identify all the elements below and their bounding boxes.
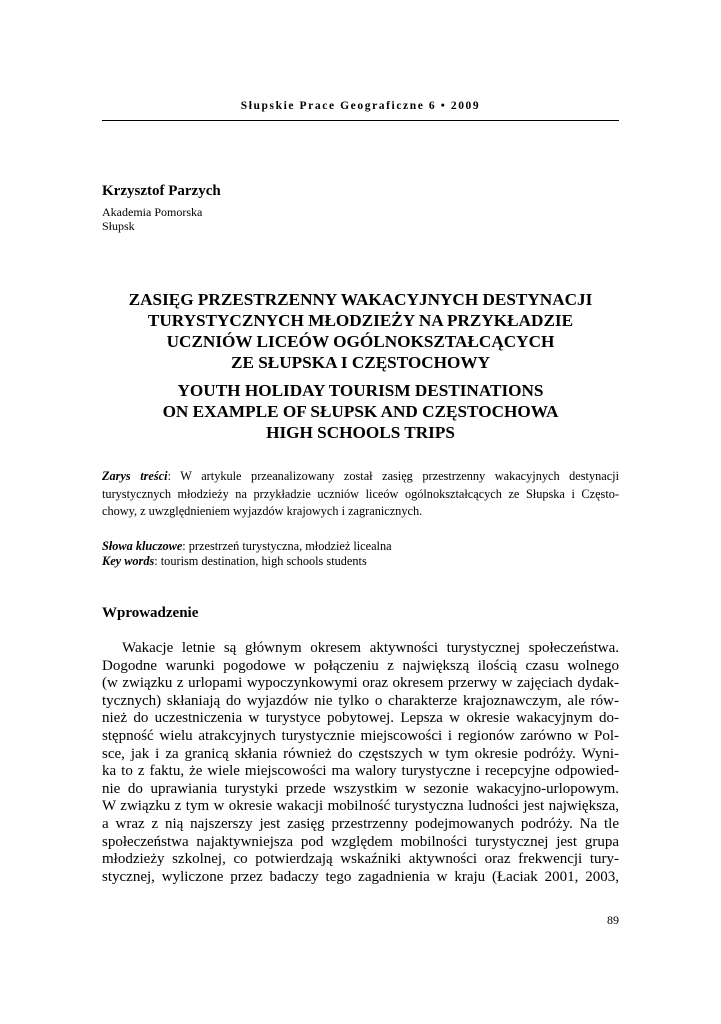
body-line: stępność wielu atrakcyjnych turystycznie miejscowości i regionów zarówno w Pol- xyxy=(102,727,619,744)
author-name: Krzysztof Parzych xyxy=(102,183,221,199)
title-polish-line: ZE SŁUPSKA I CZĘSTOCHOWY xyxy=(230,353,490,372)
body-line: nie do uprawiania turystyki przede wszystkim w sezonie wakacyjno-urlopowym. xyxy=(102,780,619,797)
page-number: 89 xyxy=(607,913,619,927)
body-line: społeczeństwa najaktywniejsza pod względem mobilności turystycznej jest grupa xyxy=(102,833,619,850)
abstract-text: : W artykule przeanalizowany został zasięg przestrzenny wakacyjnych destynacji xyxy=(167,469,619,483)
keywords-english-label: Key words xyxy=(102,554,155,568)
body-line: młodzieży szkolnej, co potwierdzają wskaźniki aktywności oraz frekwencji tury- xyxy=(102,851,619,868)
title-polish xyxy=(102,289,619,373)
author-affiliation-institution: Akademia Pomorska xyxy=(102,205,203,219)
keywords-polish xyxy=(102,539,619,554)
body-line: (w związku z urlopami wypoczynkowymi oraz okresem przerwy w zajęciach dydak- xyxy=(102,675,619,692)
abstract-line: turystycznych młodzieży na przykładzie uczniów liceów ogólnokształcących ze Słupska i Często- xyxy=(102,486,619,501)
body-line: W związku z tym w okresie wakacji mobilność turystyczna ludności jest największa, xyxy=(102,798,619,815)
body-line: ka to z faktu, że wiele miejscowości ma walory turystyczne i recepcyjne odpowied- xyxy=(102,763,619,780)
body-line: a wraz z nią najszerszy jest zasięg przestrzenny podejmowanych podróży. Na tle xyxy=(102,815,619,832)
body-line: sce, jak i za granicą skłania również do częstszych w tym okresie podróży. Wyni- xyxy=(102,745,619,762)
title-english-line: ON EXAMPLE OF SŁUPSK AND CZĘSTOCHOWA xyxy=(162,402,559,421)
title-english-line: HIGH SCHOOLS TRIPS xyxy=(266,423,455,442)
keywords-block xyxy=(102,539,619,569)
keywords-english-text: : tourism destination, high schools students xyxy=(154,554,367,568)
body-paragraph xyxy=(102,640,619,886)
title-english-line: YOUTH HOLIDAY TOURISM DESTINATIONS xyxy=(177,381,544,400)
header-rule xyxy=(102,120,619,121)
section-heading: Wprowadzenie xyxy=(102,605,199,621)
body-line: stycznej, wyliczone przez badaczy tego zagadnienia w kraju (Łaciak 2001, 2003, xyxy=(102,868,619,885)
body-line: Dogodne warunki pogodowe w połączeniu z największą ilością czasu wolnego xyxy=(102,657,619,674)
title-polish-line: TURYSTYCZNYCH MŁODZIEŻY NA PRZYKŁADZIE xyxy=(147,311,574,330)
title-polish-line: ZASIĘG PRZESTRZENNY WAKACYJNYCH DESTYNACJI xyxy=(128,290,593,309)
abstract-line xyxy=(102,468,619,486)
abstract-label: Zarys treści xyxy=(102,469,168,483)
abstract xyxy=(102,468,619,521)
keywords-polish-text: : przestrzeń turystyczna, młodzież licealna xyxy=(182,539,392,553)
title-polish-line: UCZNIÓW LICEÓW OGÓLNOKSZTAŁCĄCYCH xyxy=(166,332,555,351)
body-line: Wakacje letnie są głównym okresem aktywności turystycznej społeczeństwa. xyxy=(122,640,619,656)
abstract-line: chowy, z uwzględnieniem wyjazdów krajowych i zagranicznych. xyxy=(102,504,423,519)
body-line: tycznych) skłaniają do wyjazdów nie tylko o charakterze krajoznawczym, ale rów- xyxy=(102,692,619,709)
keywords-polish-label: Słowa kluczowe xyxy=(102,539,183,553)
keywords-english xyxy=(102,554,619,569)
body-line: nież do uczestniczenia w turystyce pobytowej. Lepsza w okresie wakacyjnym do- xyxy=(102,710,619,727)
running-head: Słupskie Prace Geograficzne 6 • 2009 xyxy=(240,100,481,112)
title-english xyxy=(102,380,619,443)
author-affiliation-city: Słupsk xyxy=(102,219,135,233)
